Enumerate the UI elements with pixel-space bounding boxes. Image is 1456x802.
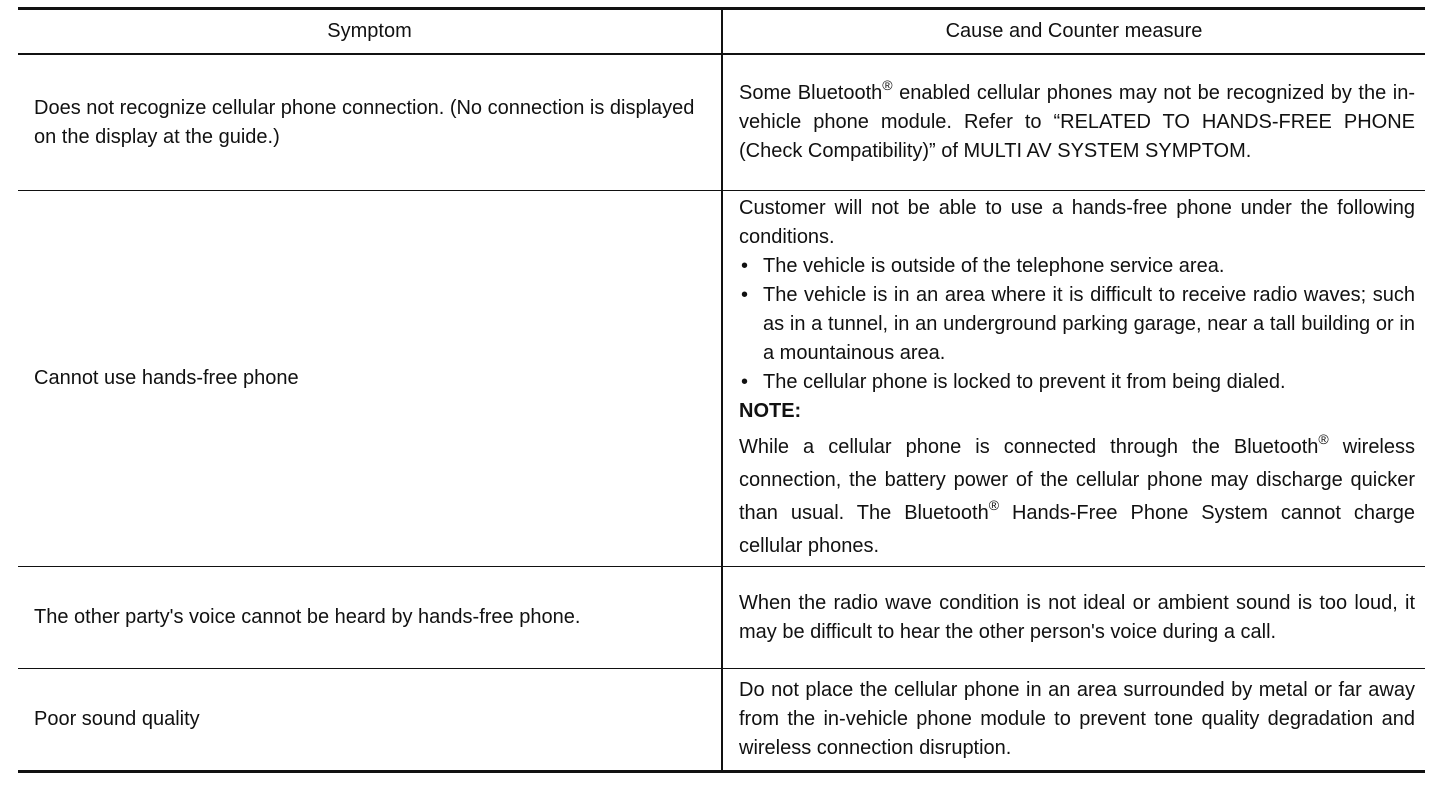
cause-text: enabled cellular phones may not be recognized by the in-vehicle phone module. Refer to “RELATED TO HANDS-FREE PHONE (Check Compatibility)” of MULTI AV SYSTEM SYMPTOM. bbox=[739, 82, 1415, 162]
note-label: NOTE: bbox=[739, 400, 802, 422]
cause-cell bbox=[722, 54, 1425, 191]
table-row bbox=[18, 669, 1425, 771]
cause-text: Some Bluetooth bbox=[739, 82, 883, 104]
header-symptom: Symptom bbox=[18, 10, 722, 54]
troubleshooting-table-frame bbox=[18, 7, 1425, 773]
registered-mark: ® bbox=[882, 77, 893, 93]
note-text bbox=[739, 431, 1415, 563]
table-row bbox=[18, 567, 1425, 669]
list-item: • The cellular phone is locked to prevent it from being dialed. bbox=[739, 368, 1415, 397]
registered-mark: ® bbox=[1318, 431, 1329, 447]
list-item: • The vehicle is outside of the telephone service area. bbox=[739, 252, 1415, 281]
symptom-cell: Poor sound quality bbox=[34, 708, 200, 730]
cause-cell: When the radio wave condition is not ideal or ambient sound is too loud, it may be difficult to hear the other person's voice during a call. bbox=[722, 567, 1425, 669]
condition-list bbox=[739, 252, 1415, 397]
symptom-cell: Does not recognize cellular phone connection. (No connection is displayed on the display at the guide.) bbox=[18, 54, 722, 191]
cause-cell bbox=[722, 191, 1425, 567]
symptom-cell: Cannot use hands-free phone bbox=[18, 191, 722, 567]
header-cause: Cause and Counter measure bbox=[722, 10, 1425, 54]
note-text-part: Hands-Free Phone System cannot charge cellular phones. bbox=[739, 502, 1415, 557]
symptom-table bbox=[18, 10, 1425, 770]
list-item: • The vehicle is in an area where it is difficult to receive radio waves; such as in a tunnel, in an underground parking garage, near a tall building or in a mountainous area. bbox=[739, 281, 1415, 368]
registered-mark: ® bbox=[988, 497, 1000, 513]
note-text-part: wireless connection, the battery power of the cellular phone may discharge quicker than usual. The Bluetooth bbox=[739, 436, 1416, 524]
symptom-cell: The other party's voice cannot be heard by hands-free phone. bbox=[18, 567, 722, 669]
table-row bbox=[18, 54, 1425, 191]
cause-intro: Customer will not be able to use a hands-free phone under the following conditions. bbox=[739, 197, 1415, 248]
table-row bbox=[18, 191, 1425, 567]
note-text-part: While a cellular phone is connected through the Bluetooth bbox=[739, 436, 1319, 458]
table-header-row bbox=[18, 10, 1425, 54]
cause-cell: Do not place the cellular phone in an area surrounded by metal or far away from the in-vehicle phone module to prevent tone quality degradation and wireless connection disruption. bbox=[722, 669, 1425, 771]
